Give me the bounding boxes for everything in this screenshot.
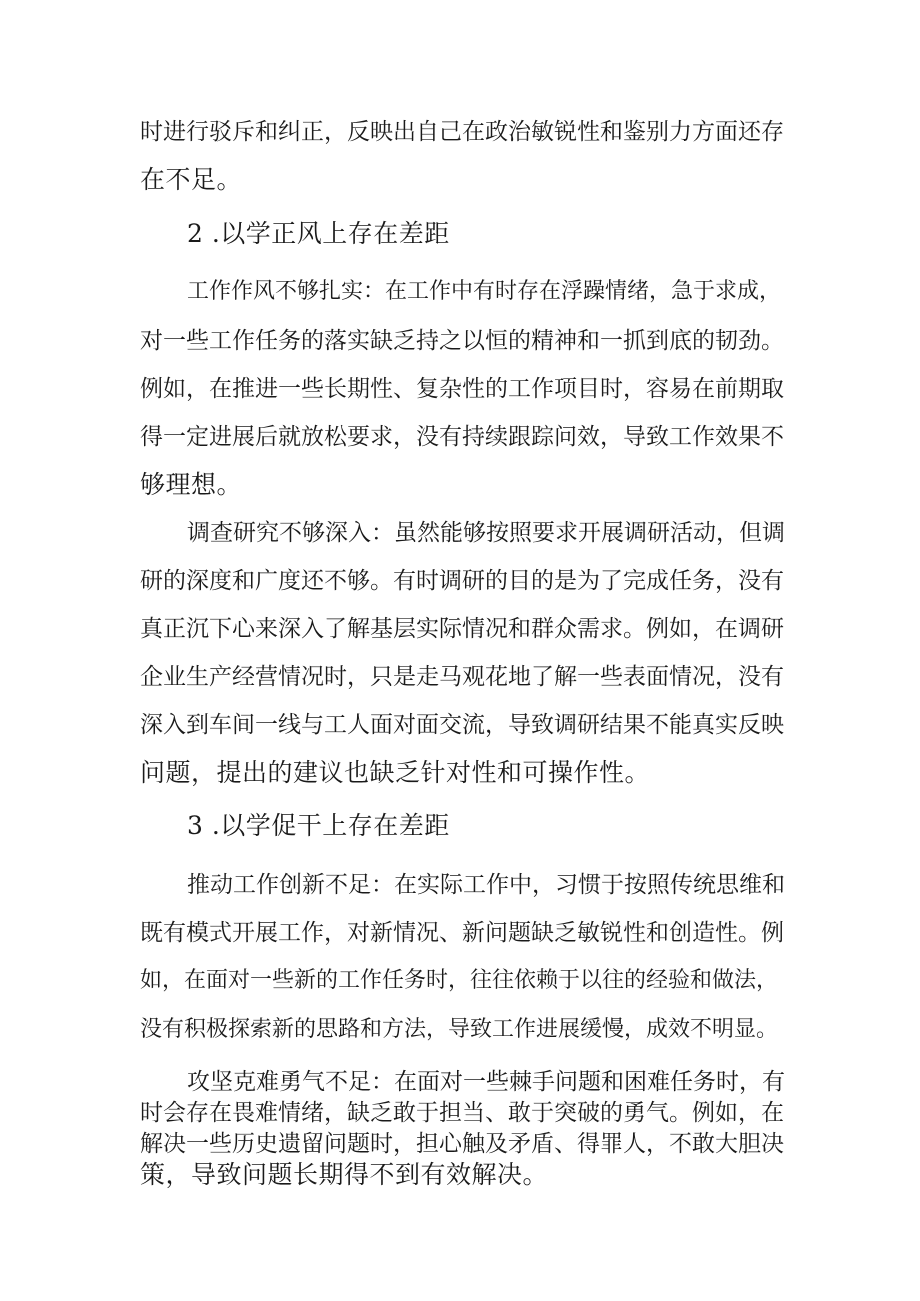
text-line: 例如，在推进一些长期性、复杂性的工作项目时，容易在前期取	[140, 376, 784, 402]
paragraph-first-line: 调查研究不够深入：虽然能够按照要求开展调研活动，但调	[187, 520, 785, 546]
paragraph-first-line: 推动工作创新不足：在实际工作中，习惯于按照传统思维和	[187, 872, 785, 898]
text-line: 时会存在畏难情绪，缺乏敢于担当、敢于突破的勇气。例如，在	[140, 1100, 784, 1126]
text-line: 企业生产经营情况时，只是走马观花地了解一些表面情况，没有	[140, 664, 784, 690]
text-line: 如，在面对一些新的工作任务时，往往依赖于以往的经验和做法，	[140, 968, 779, 993]
section-heading: 2 .以学正风上存在差距	[187, 219, 450, 248]
text-line: 研的深度和广度还不够。有时调研的目的是为了完成任务，没有	[140, 568, 784, 594]
paragraph-first-line: 攻坚克难勇气不足：在面对一些棘手问题和困难任务时，有	[187, 1069, 785, 1095]
text-line: 没有积极探索新的思路和方法，导致工作进展缓慢，成效不明显。	[140, 1017, 779, 1042]
text-line: 对一些工作任务的落实缺乏持之以恒的精神和一抓到底的韧劲。	[140, 328, 784, 354]
section-heading: 3 .以学促干上存在差距	[187, 811, 450, 840]
text-line: 真正沉下心来深入了解基层实际情况和群众需求。例如，在调研	[140, 616, 784, 642]
text-line: 问题，提出的建议也缺乏针对性和可操作性。	[140, 758, 651, 787]
text-line: 既有模式开展工作，对新情况、新问题缺乏敏锐性和创造性。例	[140, 920, 784, 946]
paragraph-first-line: 工作作风不够扎实：在工作中有时存在浮躁情绪，急于求成，	[187, 279, 782, 304]
text-line: 得一定进展后就放松要求，没有持续跟踪问效，导致工作效果不	[140, 424, 784, 450]
text-line: 深入到车间一线与工人面对面交流，导致调研结果不能真实反映	[140, 712, 784, 738]
text-line: 时进行驳斥和纠正，反映出自己在政治敏锐性和鉴别力方面还存	[140, 119, 784, 145]
text-line: 够理想。	[140, 470, 243, 499]
text-line: 在不足。	[140, 165, 243, 194]
text-line: 策，导致问题长期得不到有效解决。	[140, 1160, 549, 1189]
text-line: 解决一些历史遗留问题时，担心触及矛盾、得罪人，不敢大胆决	[140, 1131, 784, 1157]
